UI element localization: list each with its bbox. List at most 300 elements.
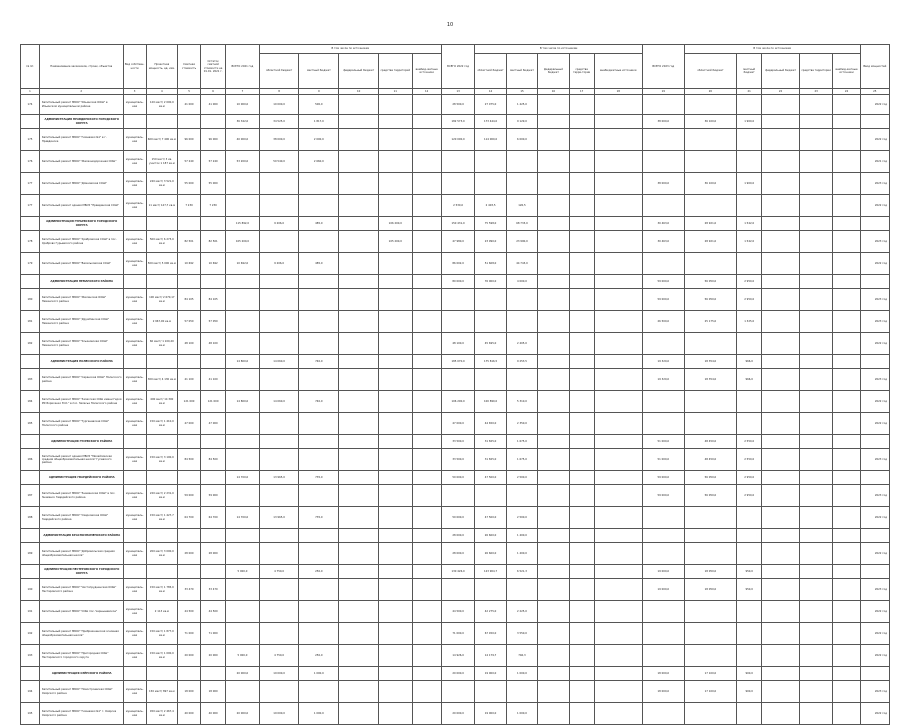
table-cell: 47 000,0: [441, 413, 475, 435]
table-cell: АДМИНИСТРАЦИЯ КРАСНОЗНАМЕНСКОГО РАЙОНА: [39, 529, 123, 543]
table-cell: [146, 435, 177, 449]
table-cell: 47 000: [201, 413, 226, 435]
table-cell: 100 890,0: [475, 391, 506, 413]
col-header-total-2021: ВСЕГО 2021 год: [226, 45, 260, 89]
table-cell: [594, 579, 642, 601]
table-cell: [21, 529, 40, 543]
table-cell: [538, 565, 569, 579]
table-cell: [833, 471, 860, 485]
table-cell: [799, 413, 833, 435]
table-cell: АДМИНИСТРАЦИЯ ПРАВДИНСКОГО ГОРОДСКОГО ОКРУГА: [39, 115, 123, 129]
table-cell: [538, 703, 569, 725]
table-cell: Капитальный ремонт МБОУ "Добровольская средняя общеобразовательная школа": [39, 543, 123, 565]
table-row: [21, 95, 890, 115]
table-cell: [762, 369, 800, 391]
table-cell: 2 000,0: [299, 129, 339, 151]
table-cell: [833, 579, 860, 601]
table-cell: [538, 275, 569, 289]
table-cell: [339, 195, 379, 217]
table-cell: [594, 115, 642, 129]
table-cell: 187: [21, 485, 40, 507]
table-cell: 17 100,0: [684, 681, 736, 703]
table-cell: [833, 217, 860, 231]
table-cell: 1 400,0: [506, 529, 537, 543]
table-cell: [475, 173, 506, 195]
table-cell: 2023 год: [860, 173, 889, 195]
table-cell: [226, 413, 260, 435]
table-cell: [201, 115, 226, 129]
table-cell: 33 470: [178, 579, 201, 601]
table-cell: [642, 333, 684, 355]
table-cell: [684, 507, 736, 529]
table-cell: [475, 369, 506, 391]
table-cell: 14 060,0: [259, 391, 299, 413]
table-cell: [538, 471, 569, 485]
table-cell: [833, 667, 860, 681]
table-cell: [412, 703, 441, 725]
table-cell: 28 921,0: [684, 217, 736, 231]
table-cell: [21, 275, 40, 289]
section-row: [21, 217, 890, 231]
table-cell: [379, 333, 413, 355]
table-cell: [737, 529, 762, 543]
table-cell: [299, 289, 339, 311]
table-cell: [475, 289, 506, 311]
table-cell: [762, 195, 800, 217]
table-cell: Капитальный ремонт здания МБОУ "Правдинская СОШ": [39, 195, 123, 217]
table-cell: [594, 391, 642, 413]
table-cell: 185: [21, 413, 40, 435]
table-cell: 600 мест/ 7 400 кв.м: [146, 129, 177, 151]
table-cell: 2022 год: [860, 195, 889, 217]
table-cell: 41 000: [201, 95, 226, 115]
table-cell: [339, 275, 379, 289]
table-cell: 2022 год: [860, 601, 889, 623]
table-cell: [833, 601, 860, 623]
table-row: [21, 311, 890, 333]
table-cell: Капитальный ремонт МБОУ "Васильковская СОШ": [39, 253, 123, 275]
table-cell: [339, 391, 379, 413]
table-cell: 2023 год: [860, 231, 889, 253]
table-cell: муниципаль-ная: [123, 681, 146, 703]
table-cell: 1 000,0: [299, 703, 339, 725]
table-cell: [833, 333, 860, 355]
table-cell: [860, 275, 889, 289]
table-cell: [259, 333, 299, 355]
table-cell: 185 070,0: [441, 355, 475, 369]
column-number: 10: [339, 89, 379, 95]
table-cell: [226, 601, 260, 623]
table-cell: 189: [21, 543, 40, 565]
table-cell: [226, 275, 260, 289]
table-cell: [860, 667, 889, 681]
table-cell: [21, 435, 40, 449]
table-cell: [379, 471, 413, 485]
table-cell: [833, 507, 860, 529]
table-cell: [684, 253, 736, 275]
table-cell: [506, 579, 537, 601]
table-cell: [226, 195, 260, 217]
table-cell: [412, 311, 441, 333]
table-cell: [379, 195, 413, 217]
table-cell: [379, 275, 413, 289]
table-cell: 1 817,0: [299, 115, 339, 129]
table-cell: Капитальный ремонт МБОУ "Ульяновская ООШ" Неманского района: [39, 333, 123, 355]
table-cell: [569, 667, 594, 681]
table-cell: 2022 год: [860, 333, 889, 355]
table-cell: 121 000: [178, 391, 201, 413]
table-cell: 18 050,0: [684, 579, 736, 601]
table-cell: [569, 391, 594, 413]
table-cell: 2 967,00 кв.м: [146, 311, 177, 333]
table-cell: 2022 год: [860, 645, 889, 667]
table-cell: Капитальный ремонт МБОУ "Жилинская ООШ" Неманского района: [39, 289, 123, 311]
investment-program-table: [20, 44, 890, 725]
col-header-federal-2021: федеральный бюджет: [339, 54, 379, 89]
table-cell: [379, 311, 413, 333]
table-cell: [762, 579, 800, 601]
table-cell: [762, 95, 800, 115]
table-cell: [538, 413, 569, 435]
table-cell: [339, 333, 379, 355]
table-cell: [762, 217, 800, 231]
table-cell: 40 000: [201, 703, 226, 725]
table-cell: [538, 485, 569, 507]
table-cell: [594, 369, 642, 391]
table-cell: 1 900,0: [737, 115, 762, 129]
table-cell: [799, 333, 833, 355]
table-cell: [339, 645, 379, 667]
table-cell: [569, 623, 594, 645]
table-cell: [146, 115, 177, 129]
table-cell: [379, 623, 413, 645]
table-cell: [259, 413, 299, 435]
table-cell: 51 000,0: [642, 449, 684, 471]
table-cell: [833, 289, 860, 311]
table-cell: [799, 231, 833, 253]
table-cell: [569, 253, 594, 275]
table-cell: 735,0: [299, 507, 339, 529]
table-cell: [123, 355, 146, 369]
table-cell: 182: [21, 333, 40, 355]
table-cell: [594, 507, 642, 529]
table-cell: 2 500,0: [506, 471, 537, 485]
table-cell: 9 206,0: [259, 217, 299, 231]
table-cell: [412, 115, 441, 129]
table-cell: 2 950,0: [737, 485, 762, 507]
table-cell: [569, 543, 594, 565]
table-cell: 18 000: [201, 681, 226, 703]
table-cell: [762, 311, 800, 333]
table-cell: 900,0: [737, 681, 762, 703]
table-cell: [642, 129, 684, 151]
table-cell: 14 700,0: [226, 471, 260, 485]
table-cell: Капитальный ремонт МБОУ "Озерковская ООШ" Гвардейского района: [39, 507, 123, 529]
table-cell: 19 320,0: [642, 355, 684, 369]
table-cell: Капитальный ремонт МБОУ "Железнодорожная СОШ": [39, 151, 123, 173]
column-number: 25: [860, 89, 889, 95]
table-cell: [412, 151, 441, 173]
table-cell: 6 000,0: [506, 129, 537, 151]
table-row: [21, 391, 890, 413]
table-cell: [412, 413, 441, 435]
table-cell: 47 500,0: [475, 471, 506, 485]
table-cell: 183: [21, 369, 40, 391]
table-cell: 25 175,0: [684, 311, 736, 333]
table-cell: 193: [21, 645, 40, 667]
table-cell: 173 444,0: [475, 115, 506, 129]
column-number: 4: [146, 89, 177, 95]
table-cell: 26 500,0: [642, 311, 684, 333]
table-cell: 746,3: [506, 645, 537, 667]
table-cell: 60 мест/ 1 100,20 кв.м: [146, 333, 177, 355]
column-number: 1: [21, 89, 40, 95]
table-cell: [799, 369, 833, 391]
table-cell: [259, 435, 299, 449]
table-cell: [379, 95, 413, 115]
table-cell: [201, 529, 226, 543]
table-cell: 450 мест/ 2 467,4 кв.м: [146, 703, 177, 725]
table-cell: 20 000: [178, 645, 201, 667]
table-cell: [569, 129, 594, 151]
table-cell: [379, 391, 413, 413]
table-row: [21, 623, 890, 645]
table-cell: [379, 449, 413, 471]
table-cell: 192: [21, 623, 40, 645]
table-cell: [799, 471, 833, 485]
table-cell: [860, 471, 889, 485]
table-cell: [684, 333, 736, 355]
table-cell: [538, 601, 569, 623]
table-cell: 2022 год: [860, 623, 889, 645]
table-row: [21, 703, 890, 725]
column-number: 12: [412, 89, 441, 95]
table-cell: 1 675,0: [506, 449, 537, 471]
table-cell: [762, 435, 800, 449]
table-cell: [684, 95, 736, 115]
table-cell: 2022 год: [860, 391, 889, 413]
table-cell: [21, 667, 40, 681]
table-cell: 178: [21, 231, 40, 253]
table-cell: [538, 529, 569, 543]
table-cell: [412, 471, 441, 485]
table-cell: [684, 529, 736, 543]
table-cell: [21, 115, 40, 129]
table-cell: 34 525,0: [259, 115, 299, 129]
table-cell: муниципаль-ная: [123, 391, 146, 413]
table-row: [21, 173, 890, 195]
table-cell: муниципаль-ная: [123, 579, 146, 601]
table-cell: [339, 601, 379, 623]
table-cell: [538, 681, 569, 703]
table-cell: [146, 275, 177, 289]
table-cell: 59 000,0: [642, 471, 684, 485]
table-cell: [538, 645, 569, 667]
col-header-total-2022: ВСЕГО 2022 год: [441, 45, 475, 89]
table-cell: [259, 231, 299, 253]
table-cell: 105 200,0: [226, 231, 260, 253]
table-cell: [178, 565, 201, 579]
table-cell: [538, 231, 569, 253]
table-cell: 11 мест/ 147,7 кв.м: [146, 195, 177, 217]
table-cell: Капитальный ремонт МБОУ "Гимназия №1" в г. Правдинске: [39, 129, 123, 151]
table-cell: [226, 681, 260, 703]
table-row: [21, 449, 890, 471]
table-cell: 2023 год: [860, 369, 889, 391]
table-cell: [412, 565, 441, 579]
table-cell: [412, 529, 441, 543]
table-cell: [684, 391, 736, 413]
table-cell: [226, 579, 260, 601]
table-row: [21, 681, 890, 703]
table-cell: 740,0: [299, 391, 339, 413]
col-header-estimate: Сметная стоимость: [178, 45, 201, 89]
table-cell: [799, 311, 833, 333]
table-cell: 14 060,0: [259, 355, 299, 369]
table-cell: [259, 601, 299, 623]
table-row: [21, 151, 890, 173]
table-cell: муниципаль-ная: [123, 253, 146, 275]
table-cell: 1 542,0: [737, 217, 762, 231]
column-number: 14: [475, 89, 506, 95]
table-cell: [178, 435, 201, 449]
table-cell: [339, 369, 379, 391]
table-cell: 59 000,0: [642, 485, 684, 507]
table-cell: 47 980,0: [441, 231, 475, 253]
table-cell: [737, 253, 762, 275]
table-cell: [684, 703, 736, 725]
table-cell: муниципаль-ная: [123, 333, 146, 355]
table-cell: 2022 год: [860, 129, 889, 151]
table-cell: 2 350,0: [506, 413, 537, 435]
table-cell: [412, 449, 441, 471]
table-cell: [299, 543, 339, 565]
table-cell: 250,0: [299, 645, 339, 667]
table-cell: [339, 681, 379, 703]
table-cell: [201, 667, 226, 681]
table-cell: [538, 369, 569, 391]
table-cell: 44 650,0: [475, 413, 506, 435]
table-cell: [259, 311, 299, 333]
table-cell: [569, 333, 594, 355]
table-cell: 45 695,0: [475, 333, 506, 355]
table-cell: [441, 151, 475, 173]
table-cell: 106 200,0: [379, 217, 413, 231]
table-cell: Капитальный ремонт МБОУ "Дружбинская СОШ" Неманского района: [39, 311, 123, 333]
table-cell: 44 743,0: [506, 253, 537, 275]
table-cell: [226, 311, 260, 333]
section-row: [21, 435, 890, 449]
table-cell: [339, 435, 379, 449]
table-cell: [799, 623, 833, 645]
table-cell: [339, 289, 379, 311]
table-cell: [799, 601, 833, 623]
table-cell: [833, 195, 860, 217]
table-cell: 900,0: [737, 667, 762, 681]
table-cell: [441, 311, 475, 333]
group-header-2021-sources: В том числе по источникам: [259, 45, 441, 54]
table-cell: 2023 год: [860, 681, 889, 703]
table-cell: 2021 год: [860, 151, 889, 173]
table-row: [21, 195, 890, 217]
table-cell: [762, 471, 800, 485]
table-cell: [538, 195, 569, 217]
table-cell: [538, 507, 569, 529]
table-cell: 84 105: [201, 289, 226, 311]
table-cell: [762, 507, 800, 529]
section-row: [21, 667, 890, 681]
table-cell: 115 892,0: [226, 217, 260, 231]
table-cell: [737, 333, 762, 355]
table-cell: [379, 253, 413, 275]
table-cell: [506, 681, 537, 703]
column-number: 18: [594, 89, 642, 95]
table-cell: [146, 565, 177, 579]
table-cell: [412, 275, 441, 289]
table-cell: 5 000,0: [226, 645, 260, 667]
table-cell: 19 000,0: [642, 579, 684, 601]
table-cell: 10 692,0: [226, 253, 260, 275]
table-cell: [799, 95, 833, 115]
table-cell: муниципаль-ная: [123, 311, 146, 333]
table-cell: Капитальный ремонт МБОУ "Новостроевская ООШ" Озёрского района: [39, 681, 123, 703]
table-cell: [594, 485, 642, 507]
table-cell: Капитальный ремонт МБОУ "Залесская СОШ имени Героя РФ Борисенко Ю.К." в пос. Залесье Полесского района: [39, 391, 123, 413]
table-cell: [569, 565, 594, 579]
table-cell: [475, 311, 506, 333]
table-cell: АДМИНИСТРАЦИЯ ПОЛЕССКОГО РАЙОНА: [39, 355, 123, 369]
table-cell: [506, 289, 537, 311]
section-row: [21, 115, 890, 129]
table-cell: 2 950,0: [737, 289, 762, 311]
table-cell: [226, 369, 260, 391]
table-cell: [594, 543, 642, 565]
table-cell: 56 050,0: [684, 289, 736, 311]
table-cell: 3 550,0: [506, 623, 537, 645]
table-cell: 51 000,0: [642, 435, 684, 449]
table-cell: Капитальный ремонт МБОУ "Храбровская СОШ" в пос. Храброво Гурьевского района: [39, 231, 123, 253]
table-cell: [441, 579, 475, 601]
col-header-regional-2021: областной бюджет: [259, 54, 299, 89]
table-cell: [833, 485, 860, 507]
table-cell: муниципаль-ная: [123, 195, 146, 217]
table-row: [21, 579, 890, 601]
table-cell: [21, 355, 40, 369]
table-cell: [201, 217, 226, 231]
table-cell: 176: [21, 151, 40, 173]
table-cell: 36 100,0: [684, 115, 736, 129]
table-cell: [538, 449, 569, 471]
table-cell: [833, 681, 860, 703]
table-cell: 240 мест/ 3 521,0 кв.м: [146, 173, 177, 195]
table-cell: 28 000,0: [441, 529, 475, 543]
table-cell: [178, 217, 201, 231]
table-cell: 20 000,0: [441, 703, 475, 725]
table-cell: [412, 195, 441, 217]
table-cell: Капитальный ремонт МБОУ "Пригородная СОШ" Нестеровского городского округа: [39, 645, 123, 667]
table-cell: 1 675,0: [506, 435, 537, 449]
table-cell: [506, 151, 537, 173]
table-cell: муниципаль-ная: [123, 703, 146, 725]
table-cell: [737, 151, 762, 173]
table-row: [21, 129, 890, 151]
table-cell: [762, 115, 800, 129]
table-cell: [833, 703, 860, 725]
table-cell: 174: [21, 95, 40, 115]
table-cell: 50 000,0: [441, 507, 475, 529]
table-cell: 150 мест/ 3 кв. участок 1 187 кв.м: [146, 151, 177, 173]
column-number: 23: [799, 89, 833, 95]
